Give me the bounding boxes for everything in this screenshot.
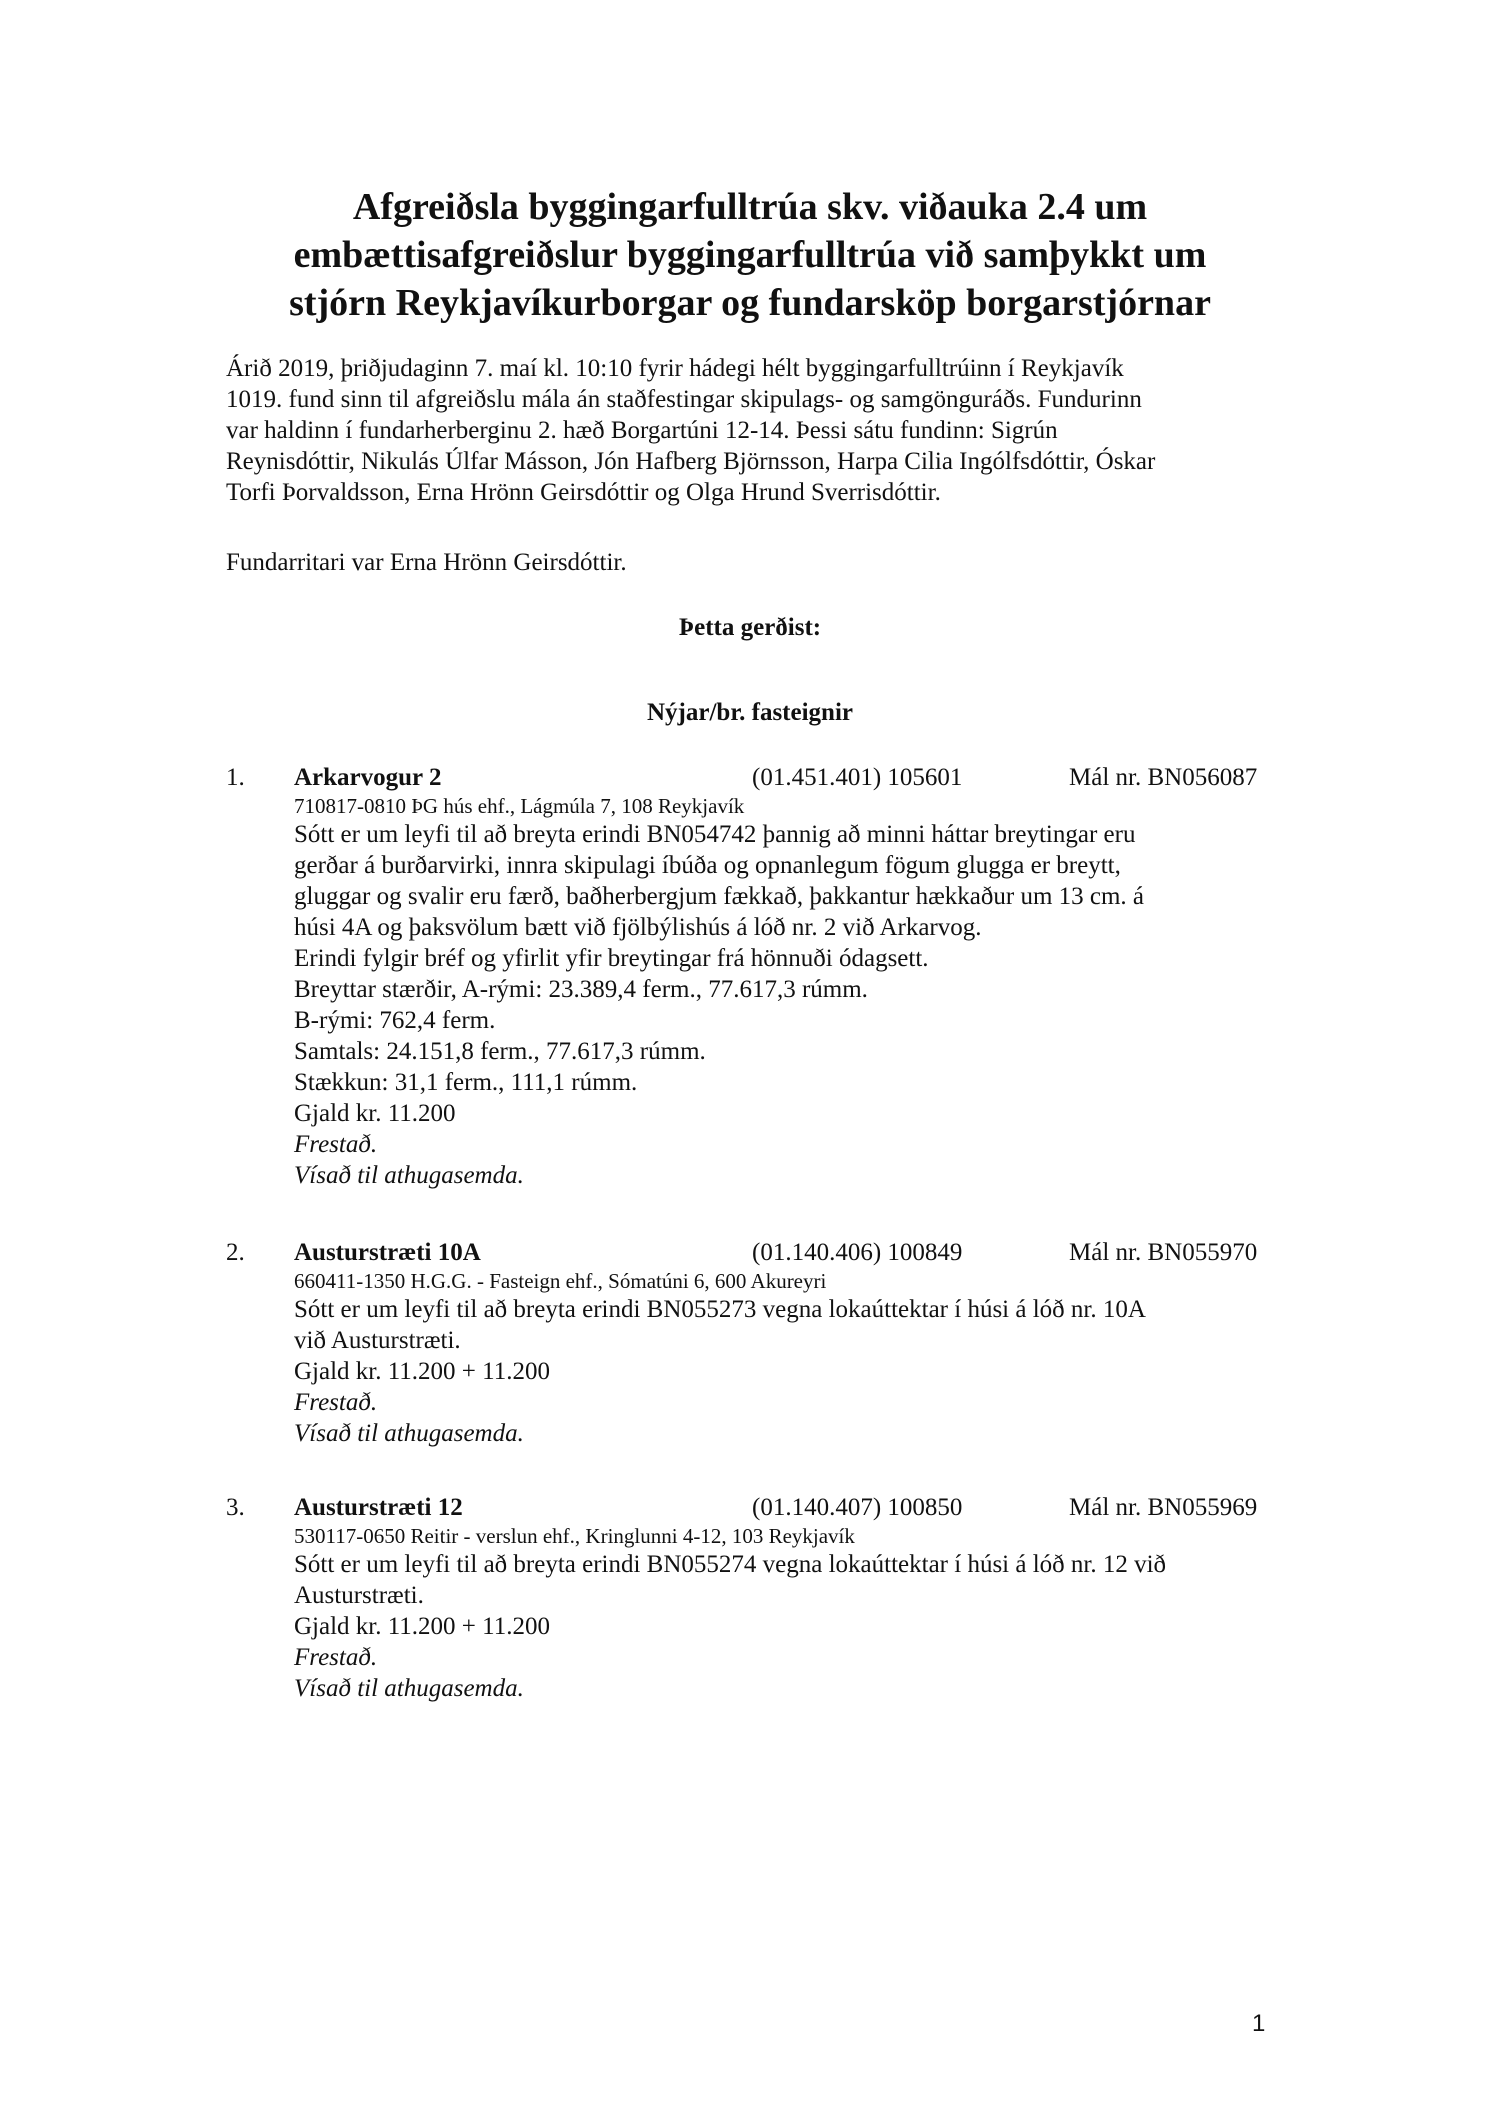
case-text-line: Sótt er um leyfi til að breyta erindi BN055274 vegna lokaúttektar í húsi á lóð nr. 12 við	[294, 1551, 1167, 1578]
case-header	[226, 1492, 1286, 1523]
case-text-line: Sótt er um leyfi til að breyta erindi BN055273 vegna lokaúttektar í húsi á lóð nr. 10A	[294, 1296, 1146, 1323]
case-status: Vísað til athugasemda.	[294, 1420, 524, 1447]
case-text-line: gluggar og svalir eru færð, baðherbergjum fækkað, þakkantur hækkaður um 13 cm. á	[294, 883, 1145, 910]
case-item	[226, 1492, 1286, 1704]
case-text-line: Breyttar stærðir, A-rými: 23.389,4 ferm., 77.617,3 rúmm.	[294, 976, 868, 1003]
case-item	[226, 1237, 1286, 1449]
case-text-line: húsi 4A og þaksvölum bætt við fjölbýlishús á lóð nr. 2 við Arkarvog.	[294, 914, 982, 941]
secretary-note: Fundarritari var Erna Hrönn Geirsdóttir.	[226, 549, 627, 576]
case-reference: Mál nr. BN056087	[1069, 764, 1258, 791]
case-number: 3.	[226, 1494, 245, 1521]
case-body	[294, 793, 1286, 1191]
case-header	[226, 1237, 1286, 1268]
case-fee: Gjald kr. 11.200 + 11.200	[294, 1613, 550, 1640]
title-line: stjórn Reykjavíkurborgar og fundarsköp borgarstjórnar	[289, 282, 1211, 324]
case-lot-id: (01.451.401) 105601	[752, 764, 963, 791]
intro-paragraph	[226, 353, 1286, 508]
section-heading: Nýjar/br. fasteignir	[647, 699, 853, 726]
case-status: Frestað.	[294, 1389, 378, 1416]
case-address: Arkarvogur 2	[294, 764, 442, 791]
case-header	[226, 762, 1286, 793]
title-line: Afgreiðsla byggingarfulltrúa skv. viðauka 2.4 um	[352, 186, 1148, 228]
page-number: 1	[1252, 2010, 1266, 2037]
intro-line: Reynisdóttir, Nikulás Úlfar Másson, Jón Hafberg Björnsson, Harpa Cilia Ingólfsdóttir, Óskar	[226, 448, 1156, 475]
case-text-line: B-rými: 762,4 ferm.	[294, 1007, 496, 1034]
case-text-line: Stækkun: 31,1 ferm., 111,1 rúmm.	[294, 1069, 638, 1096]
title-line: embættisafgreiðslur byggingarfulltrúa við samþykkt um	[293, 234, 1207, 276]
case-text-line: við Austurstræti.	[294, 1327, 461, 1354]
case-number: 2.	[226, 1239, 245, 1266]
case-status: Vísað til athugasemda.	[294, 1675, 524, 1702]
case-owner: 660411-1350 H.G.G. - Fasteign ehf., Sómatúni 6, 600 Akureyri	[294, 1269, 827, 1293]
case-status: Vísað til athugasemda.	[294, 1162, 524, 1189]
case-status: Frestað.	[294, 1644, 378, 1671]
case-reference: Mál nr. BN055970	[1069, 1239, 1258, 1266]
case-lot-id: (01.140.406) 100849	[752, 1239, 963, 1266]
intro-line: var haldinn í fundarherberginu 2. hæð Borgartúni 12-14. Þessi sátu fundinn: Sigrún	[226, 417, 1058, 444]
case-reference: Mál nr. BN055969	[1069, 1494, 1258, 1521]
case-text-line: Austurstræti.	[294, 1582, 424, 1609]
document-title	[190, 183, 1310, 327]
case-status: Frestað.	[294, 1131, 378, 1158]
case-text-line: Erindi fylgir bréf og yfirlit yfir breytingar frá hönnuði ódagsett.	[294, 945, 929, 972]
case-body	[294, 1268, 1286, 1449]
proceedings-heading: Þetta gerðist:	[678, 614, 822, 641]
case-owner: 530117-0650 Reitir - verslun ehf., Kringlunni 4-12, 103 Reykjavík	[294, 1524, 855, 1548]
intro-line: Torfi Þorvaldsson, Erna Hrönn Geirsdóttir og Olga Hrund Sverrisdóttir.	[226, 479, 941, 506]
case-address: Austurstræti 10A	[294, 1239, 481, 1266]
case-text-line: gerðar á burðarvirki, innra skipulagi íbúða og opnanlegum fögum glugga er breytt,	[294, 852, 1121, 879]
case-owner: 710817-0810 ÞG hús ehf., Lágmúla 7, 108 Reykjavík	[294, 794, 745, 818]
case-fee: Gjald kr. 11.200 + 11.200	[294, 1358, 550, 1385]
case-address: Austurstræti 12	[294, 1494, 463, 1521]
case-item	[226, 762, 1286, 1191]
case-text-line: Sótt er um leyfi til að breyta erindi BN054742 þannig að minni háttar breytingar eru	[294, 821, 1136, 848]
case-body	[294, 1523, 1286, 1704]
intro-line: 1019. fund sinn til afgreiðslu mála án staðfestingar skipulags- og samgönguráðs. Fundurinn	[226, 386, 1142, 413]
case-text-line: Samtals: 24.151,8 ferm., 77.617,3 rúmm.	[294, 1038, 706, 1065]
intro-line: Árið 2019, þriðjudaginn 7. maí kl. 10:10 fyrir hádegi hélt byggingarfulltrúinn í Reykjavík	[226, 355, 1124, 382]
case-lot-id: (01.140.407) 100850	[752, 1494, 963, 1521]
case-fee: Gjald kr. 11.200	[294, 1100, 456, 1127]
case-number: 1.	[226, 764, 245, 791]
